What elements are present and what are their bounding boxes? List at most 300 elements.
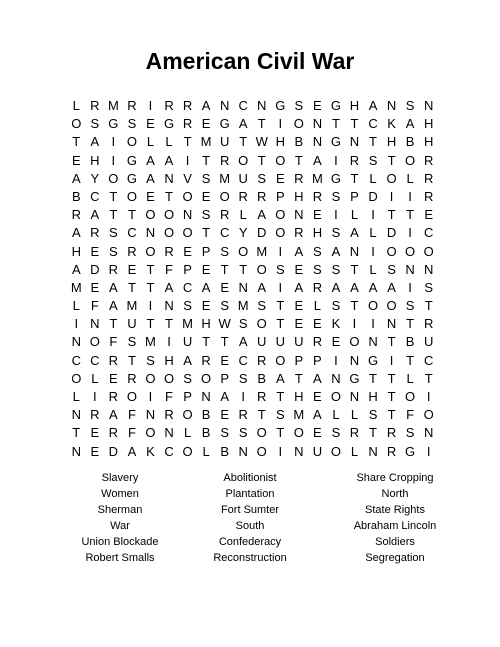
grid-letter: R (312, 188, 323, 204)
grid-letter: T (257, 116, 266, 132)
grid-row (67, 297, 438, 315)
grid-row (67, 406, 438, 424)
grid-letter: E (183, 243, 192, 259)
grid-letter: A (183, 352, 192, 368)
grid-letter: T (109, 188, 118, 204)
grid-letter: S (275, 407, 285, 423)
grid-letter: N (368, 334, 378, 350)
grid-letter: N (349, 389, 360, 404)
grid-letter: E (201, 298, 211, 314)
word-list-item: Union Blockade (81, 536, 159, 548)
grid-letter: O (386, 170, 397, 186)
grid-letter: T (387, 370, 396, 386)
grid-letter: T (331, 116, 340, 132)
grid-letter: R (164, 243, 174, 259)
grid-letter: O (219, 188, 230, 204)
word-list-item: Robert Smalls (85, 552, 155, 564)
grid-letter: L (350, 443, 359, 459)
grid-letter: B (294, 134, 304, 150)
grid-letter: R (90, 98, 100, 113)
grid-letter: B (201, 407, 211, 423)
grid-letter: N (386, 316, 397, 332)
grid-letter: N (238, 279, 248, 295)
grid-letter: S (146, 352, 155, 368)
grid-letter: A (220, 389, 229, 404)
grid-letter: S (257, 170, 267, 186)
word-list-item: Women (101, 488, 139, 500)
word-list-item: War (110, 520, 130, 532)
grid-letter: O (386, 298, 397, 314)
grid-letter: A (350, 225, 359, 241)
grid-letter: K (387, 116, 396, 132)
grid-row (67, 352, 438, 370)
grid-letter: I (426, 389, 431, 404)
grid-letter: R (108, 261, 119, 277)
grid-letter: R (257, 389, 267, 404)
grid-letter: T (127, 352, 136, 368)
grid-letter: H (71, 243, 81, 259)
grid-letter: A (109, 298, 118, 314)
grid-letter: U (182, 334, 193, 350)
grid-letter: E (331, 334, 341, 350)
grid-letter: H (368, 389, 378, 404)
grid-letter: E (90, 279, 100, 295)
grid-letter: O (275, 352, 286, 368)
word-list-item: Plantation (225, 488, 275, 500)
grid-letter: E (201, 261, 211, 277)
grid-letter: O (256, 261, 267, 277)
grid-letter: O (145, 370, 156, 386)
grid-letter: I (167, 334, 171, 350)
grid-letter: E (201, 188, 211, 204)
grid-letter: G (330, 134, 341, 150)
grid-letter: N (145, 225, 156, 241)
grid-letter: R (423, 152, 434, 168)
grid-letter: D (108, 443, 119, 459)
grid-letter: E (313, 98, 322, 113)
grid-letter: M (219, 170, 231, 186)
grid-letter: R (312, 279, 323, 295)
grid-letter: L (72, 98, 80, 113)
grid-letter: W (255, 134, 268, 150)
grid-letter: T (146, 261, 155, 277)
grid-row (67, 224, 438, 242)
grid-letter: F (165, 261, 173, 277)
grid-letter: T (72, 425, 81, 441)
grid-letter: N (182, 207, 193, 223)
word-list-item: Sherman (97, 504, 143, 516)
grid-letter: T (387, 407, 396, 423)
grid-letter: R (423, 316, 434, 332)
grid-letter: S (220, 425, 229, 441)
grid-letter: M (293, 407, 305, 423)
grid-letter: O (182, 188, 193, 204)
grid-letter: A (109, 279, 118, 295)
grid-letter: R (90, 225, 100, 241)
grid-letter: A (90, 207, 100, 223)
grid-letter: A (387, 279, 396, 295)
grid-letter: O (238, 152, 249, 168)
grid-letter: C (238, 98, 248, 113)
grid-letter: C (368, 116, 378, 132)
grid-letter: A (294, 243, 304, 259)
grid-letter: A (109, 407, 118, 423)
grid-letter: T (387, 152, 396, 168)
grid-letter: I (148, 298, 153, 314)
grid-letter: P (313, 352, 322, 368)
grid-letter: P (350, 188, 359, 204)
grid-letter: S (90, 116, 100, 132)
grid-letter: G (330, 98, 341, 113)
grid-letter: N (294, 207, 304, 223)
grid-letter: H (201, 316, 211, 332)
grid-letter: T (276, 389, 285, 404)
grid-letter: C (182, 279, 193, 295)
grid-letter: E (146, 116, 155, 132)
grid-letter: D (90, 261, 100, 277)
grid-letter: T (350, 298, 359, 314)
word-column (305, 470, 485, 566)
grid-letter: L (313, 298, 321, 314)
grid-letter: F (165, 389, 173, 404)
grid-letter: L (146, 134, 155, 150)
grid-letter: N (238, 443, 248, 459)
grid-letter: A (164, 279, 174, 295)
grid-letter: N (423, 98, 434, 113)
grid-letter: H (294, 389, 304, 404)
grid-letter: N (312, 116, 323, 132)
grid-letter: O (275, 207, 286, 223)
grid-letter: O (163, 207, 175, 223)
grid-letter: N (368, 443, 378, 459)
grid-letter: A (294, 279, 304, 295)
grid-letter: M (237, 298, 249, 314)
grid-letter: I (408, 279, 412, 295)
grid-letter: M (200, 134, 212, 150)
grid-letter: O (275, 152, 286, 168)
grid-letter: M (256, 243, 268, 259)
grid-row (67, 206, 438, 224)
grid-letter: P (183, 389, 192, 404)
grid-letter: T (387, 389, 396, 404)
grid-letter: U (423, 334, 434, 350)
grid-letter: E (313, 316, 322, 332)
grid-letter: H (164, 352, 174, 368)
grid-letter: R (201, 352, 211, 368)
grid-letter: A (146, 170, 155, 186)
grid-letter: F (127, 407, 136, 423)
grid-letter: O (405, 243, 416, 259)
grid-letter: T (406, 316, 415, 332)
grid-letter: N (71, 334, 81, 350)
grid-row (67, 261, 438, 279)
grid-letter: B (71, 188, 81, 204)
grid-letter: T (220, 334, 229, 350)
grid-letter: L (406, 170, 414, 186)
grid-letter: R (108, 389, 119, 404)
grid-letter: H (90, 152, 100, 168)
grid-letter: N (331, 370, 341, 386)
word-list-item: Reconstruction (213, 552, 287, 564)
grid-letter: R (386, 443, 397, 459)
grid-letter: R (108, 352, 119, 368)
grid-letter: U (312, 443, 323, 459)
grid-letter: T (202, 225, 211, 241)
grid-letter: B (405, 134, 415, 150)
grid-letter: E (90, 425, 100, 441)
grid-letter: I (111, 152, 116, 168)
grid-letter: L (406, 370, 414, 386)
grid-letter: O (201, 370, 212, 386)
grid-letter: E (294, 261, 304, 277)
grid-letter: T (127, 279, 136, 295)
grid-letter: N (164, 425, 174, 441)
grid-row (67, 315, 438, 333)
grid-letter: O (293, 116, 304, 132)
grid-letter: L (165, 134, 173, 150)
grid-letter: R (127, 243, 137, 259)
grid-letter: G (108, 116, 119, 132)
grid-letter: I (334, 352, 338, 368)
grid-letter: K (146, 443, 155, 459)
grid-letter: I (371, 243, 375, 259)
grid-letter: R (294, 170, 304, 186)
grid-letter: E (313, 207, 322, 223)
grid-letter: M (126, 298, 138, 314)
grid-letter: R (164, 98, 174, 113)
grid-letter: T (387, 334, 396, 350)
grid-letter: A (368, 98, 378, 113)
grid-letter: T (406, 207, 415, 223)
grid-letter: R (238, 188, 248, 204)
grid-letter: T (294, 370, 303, 386)
grid-letter: E (220, 279, 229, 295)
grid-row (67, 133, 438, 151)
grid-letter: E (109, 370, 118, 386)
grid-letter: N (164, 298, 174, 314)
grid-letter: O (238, 243, 249, 259)
grid-letter: M (182, 316, 193, 332)
grid-letter: A (313, 370, 322, 386)
grid-letter: S (368, 152, 378, 168)
grid-letter: C (219, 225, 230, 241)
grid-letter: T (276, 298, 285, 314)
grid-letter: S (220, 298, 229, 314)
grid-letter: N (219, 98, 230, 113)
grid-letter: B (405, 334, 415, 350)
grid-letter: E (90, 443, 100, 459)
grid-letter: A (313, 407, 322, 423)
grid-letter: E (71, 152, 81, 168)
grid-letter: S (405, 425, 415, 441)
puzzle-title: American Civil War (145, 48, 355, 74)
grid-letter: L (332, 407, 340, 423)
grid-letter: I (93, 389, 97, 404)
grid-letter: I (185, 152, 190, 168)
grid-letter: B (201, 425, 211, 441)
word-list-item: North (381, 488, 409, 500)
grid-letter: S (313, 261, 322, 277)
grid-letter: L (369, 225, 377, 241)
grid-letter: L (72, 389, 80, 404)
grid-letter: H (423, 116, 434, 132)
grid-letter: U (275, 334, 285, 350)
grid-letter: S (257, 298, 267, 314)
grid-letter: O (89, 334, 100, 350)
grid-letter: G (275, 98, 286, 113)
grid-letter: I (426, 443, 431, 459)
grid-letter: I (111, 134, 116, 150)
grid-row (67, 170, 438, 188)
grid-letter: C (127, 225, 137, 241)
grid-letter: R (219, 207, 230, 223)
letter-grid (67, 97, 438, 461)
grid-letter: A (275, 370, 285, 386)
grid-letter: A (257, 207, 267, 223)
grid-letter: S (238, 425, 248, 441)
grid-letter: M (70, 279, 82, 295)
grid-letter: S (109, 243, 118, 259)
grid-letter: R (219, 152, 230, 168)
grid-letter: O (256, 425, 267, 441)
grid-letter: O (145, 207, 156, 223)
grid-letter: O (126, 389, 137, 404)
grid-letter: L (350, 407, 359, 423)
grid-letter: I (334, 152, 338, 168)
grid-letter: A (71, 225, 81, 241)
grid-letter: N (71, 407, 81, 423)
grid-letter: M (311, 170, 323, 186)
grid-letter: I (389, 188, 394, 204)
grid-letter: I (278, 443, 283, 459)
grid-letter: H (312, 225, 323, 241)
grid-letter: S (405, 98, 415, 113)
word-list-item: Abraham Lincoln (353, 520, 437, 532)
grid-letter: W (218, 316, 231, 332)
grid-letter: R (386, 425, 397, 441)
grid-letter: R (294, 225, 304, 241)
grid-letter: A (368, 279, 378, 295)
grid-letter: O (256, 316, 267, 332)
grid-letter: E (201, 116, 211, 132)
grid-letter: A (331, 279, 341, 295)
grid-letter: I (278, 116, 283, 132)
grid-row (67, 370, 438, 388)
grid-letter: E (127, 261, 137, 277)
grid-letter: S (331, 298, 341, 314)
grid-letter: C (238, 352, 248, 368)
grid-letter: N (312, 134, 323, 150)
grid-letter: Y (90, 170, 100, 186)
grid-letter: E (294, 298, 304, 314)
word-list-item: Confederacy (218, 536, 282, 548)
grid-letter: L (91, 370, 99, 386)
grid-letter: S (201, 170, 211, 186)
grid-letter: U (219, 134, 230, 150)
grid-letter: A (164, 152, 174, 168)
grid-letter: E (220, 352, 229, 368)
grid-letter: O (145, 243, 156, 259)
grid-letter: T (146, 279, 155, 295)
grid-letter: B (220, 443, 229, 459)
grid-row (67, 97, 438, 115)
grid-letter: C (164, 443, 174, 459)
grid-letter: G (405, 443, 416, 459)
grid-letter: L (183, 425, 192, 441)
word-list-item: Segregation (365, 552, 425, 564)
grid-letter: N (349, 243, 360, 259)
grid-letter: A (405, 116, 415, 132)
grid-letter: G (349, 370, 360, 386)
grid-letter: R (349, 425, 360, 441)
grid-letter: O (423, 407, 434, 423)
grid-letter: A (238, 334, 248, 350)
grid-letter: I (371, 207, 375, 223)
grid-letter: R (238, 407, 248, 423)
grid-letter: R (108, 425, 119, 441)
grid-letter: O (256, 443, 267, 459)
grid-letter: G (330, 170, 341, 186)
grid-letter: T (294, 152, 303, 168)
grid-letter: A (71, 261, 81, 277)
grid-letter: A (257, 279, 267, 295)
grid-letter: G (126, 152, 137, 168)
grid-letter: I (278, 279, 283, 295)
grid-letter: D (386, 225, 397, 241)
grid-letter: O (145, 425, 156, 441)
grid-letter: O (423, 243, 434, 259)
grid-letter: F (90, 298, 99, 314)
grid-letter: S (127, 116, 137, 132)
grid-letter: T (109, 316, 118, 332)
grid-letter: I (408, 225, 412, 241)
grid-letter: K (331, 316, 341, 332)
grid-letter: L (239, 207, 247, 223)
grid-letter: T (72, 134, 81, 150)
grid-letter: S (331, 225, 341, 241)
grid-letter: T (165, 188, 173, 204)
grid-letter: S (238, 370, 248, 386)
grid-letter: S (220, 243, 229, 259)
grid-letter: T (146, 316, 155, 332)
grid-letter: L (369, 261, 377, 277)
grid-letter: R (257, 352, 267, 368)
grid-letter: R (182, 98, 193, 113)
grid-letter: T (350, 261, 359, 277)
grid-letter: I (148, 98, 153, 113)
grid-letter: S (405, 298, 415, 314)
grid-letter: I (371, 316, 375, 332)
grid-letter: I (352, 316, 357, 332)
grid-row (67, 443, 438, 461)
grid-letter: N (349, 352, 360, 368)
grid-letter: S (331, 425, 341, 441)
grid-letter: I (148, 389, 153, 404)
grid-letter: Y (238, 225, 248, 241)
grid-letter: R (164, 407, 174, 423)
grid-letter: P (220, 370, 229, 386)
grid-letter: O (182, 225, 193, 241)
grid-letter: F (127, 425, 136, 441)
grid-letter: S (183, 370, 192, 386)
grid-letter: O (405, 152, 416, 168)
grid-letter: R (257, 188, 267, 204)
grid-letter: R (127, 98, 137, 113)
grid-letter: R (349, 152, 360, 168)
grid-letter: A (127, 443, 137, 459)
grid-letter: N (294, 443, 304, 459)
word-list-item: Soldiers (375, 536, 415, 548)
